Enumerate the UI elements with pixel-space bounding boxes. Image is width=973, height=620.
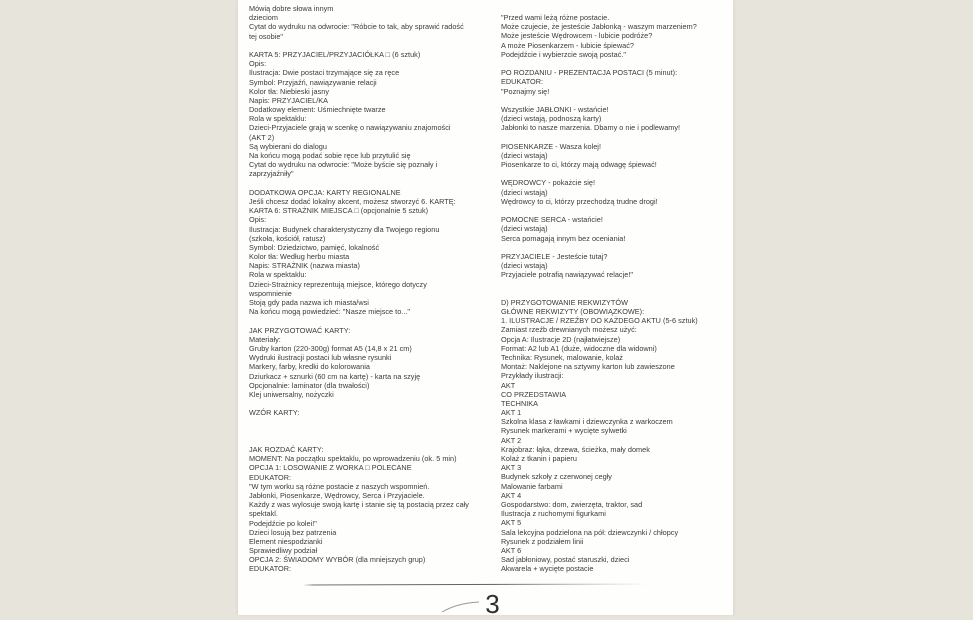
text-line: Są wybierani do dialogu [249,141,327,151]
text-line [501,59,733,68]
text-line: Napis: PRZYJACIEL/KA [249,95,329,105]
text-line: A może Piosenkarzem - lubicie śpiewać? [501,40,634,50]
text-line: (AKT 2) [249,132,275,142]
text-line: Materiały: [249,334,281,344]
text-line: Napis: STRAŻNIK (nazwa miasta) [249,261,360,271]
text-line: Symbol: Dziedzictwo, pamięć, lokalność [249,242,380,252]
text-line: Format: A2 lub A1 (duże, widoczne dla widowni) [501,343,657,353]
text-line: "Poznajmy się! [501,86,550,96]
left-column [249,4,491,574]
text-line: Sad jabłoniowy, postać staruszki, dzieci [501,555,630,565]
text-line: Może czujecie, że jesteście Jabłonką - waszym marzeniem? [501,22,697,32]
text-line: Kolaż z tkanin i papieru [501,454,577,463]
text-line: MOMENT: Na początku spektaklu, po wprowadzeniu (ok. 5 min) [249,454,457,464]
text-line: JAK PRZYGOTOWAĆ KARTY: [249,325,351,335]
text-line: (dzieci wstają, podnoszą karty) [501,114,602,124]
text-line: AKT 6 [501,545,522,555]
text-line: Budynek szkoły z czerwonej cegły [501,472,612,482]
text-line: AKT 1 [501,408,522,418]
text-line: Rysunek z podziałem linii [501,536,584,546]
text-line: Klej uniwersalny, nożyczki [249,389,334,399]
text-line: "W tym worku są różne postacie z naszych wspomnień. [249,481,430,491]
text-line: Opcjonalnie: laminator (dla trwałości) [249,380,370,390]
text-line: CO PRZEDSTAWIA [501,389,567,399]
text-line: spektakl. [249,509,278,519]
text-line: OPCJA 2: ŚWIADOMY WYBÓR (dla mniejszych grup) [249,555,426,565]
text-line [249,179,491,188]
text-line: Każdy z was wylosuje swoją kartę i stanie się tą postacią przez cały [249,500,469,510]
text-line: AKT 5 [501,518,522,528]
text-line: PIOSENKARZE - Wasza kolej! [501,141,601,151]
text-line: Gospodarstwo: dom, zwierzęta, traktor, sad [501,499,643,509]
text-line: Stoją gdy pada nazwa ich miasta/wsi [249,298,369,307]
text-line [249,41,491,50]
text-line: Rola w spektaklu: [249,270,307,280]
text-line: dzieciom [249,13,278,23]
text-line: Cytat do wydruku na odwrocie: "Róbcie to tak, aby sprawić radość [249,22,464,32]
text-line [501,96,733,105]
text-line [501,206,733,215]
footer-divider-line [303,584,648,586]
text-line: Jabłonki to nasze marzenia. Dbamy o nie i podlewamy! [501,123,681,133]
text-line: Przyjaciele potrafią nawiązywać relacje!" [501,270,633,280]
text-line: Malowanie farbami [501,481,563,491]
text-line: Na końcu mogą podać sobie ręce lub przytulić się [249,151,411,160]
text-line: Wędrowcy to ci, którzy przechodzą trudne drogi! [501,196,658,206]
text-line: (dzieci wstają) [501,150,548,160]
text-line: zaprzyjaźniły" [249,169,294,179]
text-line: Szkolna klasa z ławkami i dziewczynka z warkoczem [501,417,673,427]
text-line: DODATKOWA OPCJA: KARTY REGIONALNE [249,187,401,197]
text-line [501,132,733,141]
text-line: Dodatkowy element: Uśmiechnięte twarze [249,105,386,115]
text-line [249,417,491,426]
text-line [501,289,733,298]
text-line: 1. ILUSTRACJE / RZEŹBY DO KAŻDEGO AKTU (5-6 sztuk) [501,316,698,326]
text-line [249,316,491,325]
text-line: JAK ROZDAĆ KARTY: [249,445,324,454]
text-line: KARTA 6: STRAŻNIK MIEJSCA □ (opcjonalnie 5 sztuk) [249,206,429,216]
text-line: Ilustracja z ruchomymi figurkami [501,509,606,519]
text-line: PRZYJACIELE - Jesteście tutaj? [501,251,608,261]
text-line: Opcja A: Ilustracje 2D (najłatwiejsze) [501,334,621,344]
text-line [249,427,491,436]
text-line: Krajobraz: łąka, drzewa, ścieżka, mały domek [501,444,650,454]
text-line: Podejdźcie po kolei!" [249,518,317,528]
text-line: Montaż: Naklejone na sztywny karton lub zawieszone [501,362,675,372]
text-line: Dzieci-Strażnicy reprezentują miejsce, którego dotyczy [249,279,427,289]
text-line: OPCJA 1: LOSOWANIE Z WORKA □ POLECANE [249,463,412,473]
text-line: Markery, farby, kredki do kolorowania [249,362,370,372]
text-line: Ilustracja: Dwie postaci trzymające się za ręce [249,68,400,78]
text-line: Może jesteście Wędrowcem - lubicie podróże? [501,31,653,41]
text-line: PO ROZDANIU - PREZENTACJA POSTACI (5 minut): [501,68,678,78]
text-line: Wydruki ilustracji postaci lub własne rysunki [249,353,392,363]
text-line: Gruby karton (220-300g) format A5 (14,8 x 21 cm) [249,343,412,353]
text-line: Opis: [249,59,267,69]
document-page [237,0,734,619]
text-line: WZÓR KARTY: [249,408,300,418]
text-line: KARTA 5: PRZYJACIEL/PRZYJACIÓŁKA □ (6 sztuk) [249,49,421,59]
text-line: Akwarela + wycięte postacie [501,564,594,574]
text-line: Element niespodzianki [249,536,323,546]
text-line: Jabłonki, Piosenkarze, Wędrowcy, Serca i Przyjaciele. [249,490,425,500]
text-line [501,279,733,288]
text-line: D) PRZYGOTOWANIE REKWIZYTÓW [501,297,629,307]
text-line: (dzieci wstają) [501,261,548,271]
text-line: Rola w spektaklu: [249,114,307,124]
text-line: Wszystkie JABŁONKI - wstańcie! [501,104,609,114]
text-line: TECHNIKA [501,398,539,408]
text-line: (szkoła, kościół, ratusz) [249,233,326,243]
right-column [501,13,733,573]
text-line: Serca pomagają innym bez oceniania! [501,233,626,243]
text-line: (dzieci wstają) [501,187,548,197]
text-line [249,436,491,445]
page-number: 3 [485,589,500,619]
text-line: (dzieci wstają) [501,224,548,234]
text-line: POMOCNE SERCA - wstańcie! [501,215,603,225]
text-line: GŁÓWNE REKWIZYTY (OBOWIĄZKOWE): [501,307,645,316]
text-line: Piosenkarze to ci, którzy mają odwagę śpiewać! [501,160,657,169]
text-line: Kolor tła: Według herbu miasta [249,252,350,262]
text-line [501,243,733,252]
text-line [501,169,733,178]
text-line: Kolor tła: Niebieski jasny [249,86,330,96]
text-line: Technika: Rysunek, malowanie, kolaż [501,352,623,362]
text-line: AKT [501,380,516,390]
text-line: Dziurkacz + sznurki (60 cm na kartę) - karta na szyję [249,371,421,381]
text-line: Jeśli chcesz dodać lokalny akcent, możesz stworzyć 6. KARTĘ: [249,196,456,206]
text-line: Dzieci-Przyjaciele grają w scenkę o nawiązywaniu znajomości [249,123,451,133]
text-line: tej osobie" [249,31,284,41]
text-line: Przykłady ilustracji: [501,371,564,381]
text-line: EDUKATOR: [501,77,544,87]
text-line: AKT 2 [501,435,522,445]
text-line: EDUKATOR: [249,472,292,482]
text-line: EDUKATOR: [249,564,292,574]
text-line: WĘDROWCY - pokażcie się! [501,178,596,188]
text-line: Sala lekcyjna podzielona na pół: dziewczynki / chłopcy [501,527,679,537]
text-line: "Przed wami leżą różne postacie. [501,13,610,22]
text-line: Cytat do wydruku na odwrocie: "Może byście się poznały i [249,160,438,170]
text-line: Podejdźcie i wybierzcie swoją postać." [501,49,627,59]
text-line: Zamiast rzeźb drewnianych możesz użyć: [501,325,637,335]
text-line: Sprawiedliwy podział [249,546,318,556]
text-line: Dzieci losują bez patrzenia [249,527,337,537]
text-line: Ilustracja: Budynek charakterystyczny dla Twojego regionu [249,224,440,234]
text-line: wspomnienie [249,288,292,298]
text-line: AKT 4 [501,490,522,500]
text-line: Na końcu mogą powiedzieć: "Nasze miejsce to..." [249,307,411,317]
text-line: Mówią dobre słowa innym [249,4,334,13]
text-line: AKT 3 [501,463,522,473]
text-line [249,399,491,408]
text-line: Rysunek markerami + wycięte sylwetki [501,426,627,436]
text-line: Opis: [249,215,267,225]
text-line: Symbol: Przyjaźń, nawiązywanie relacji [249,77,377,87]
